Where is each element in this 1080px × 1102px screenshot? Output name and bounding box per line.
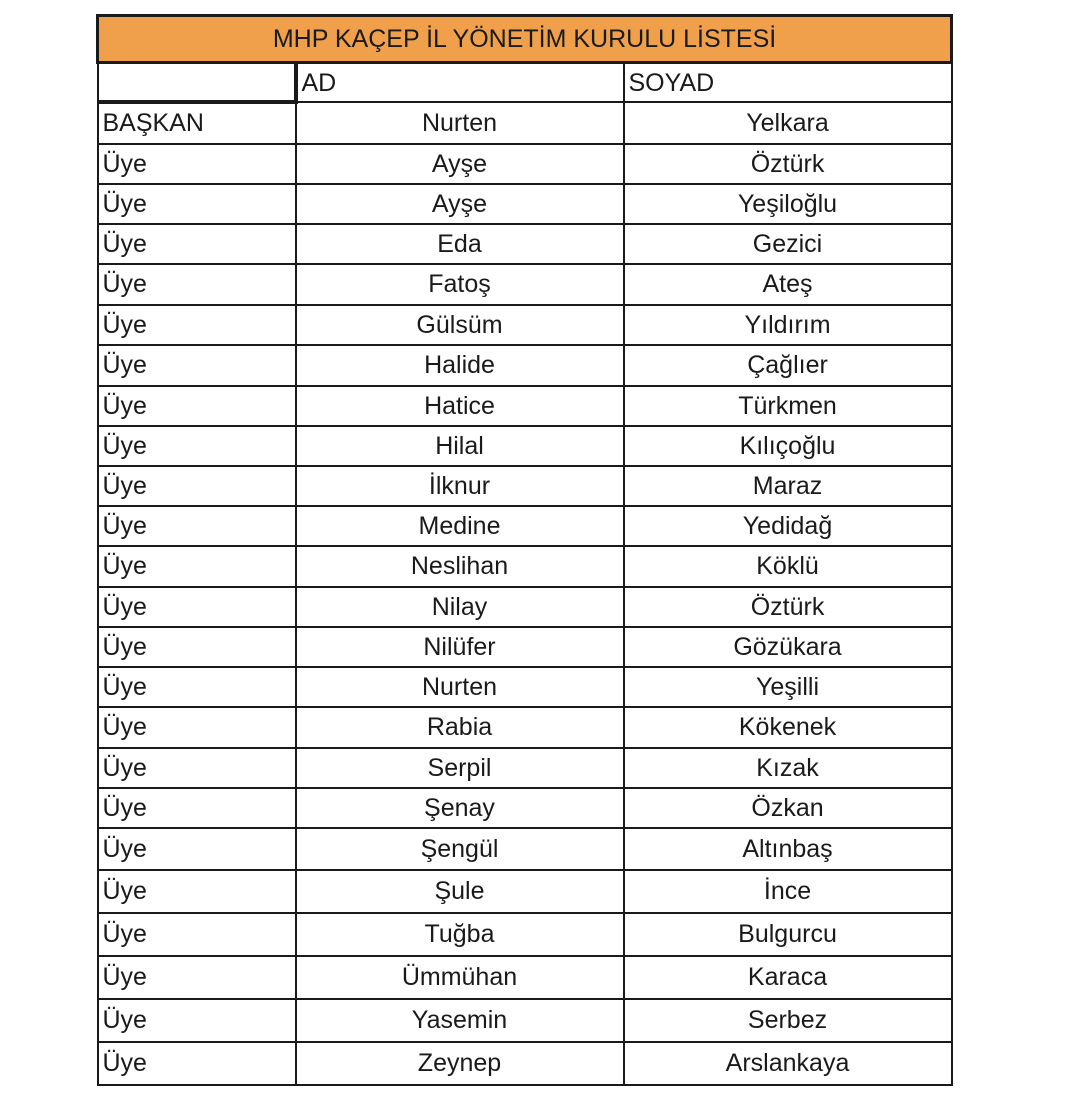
- table-row: [98, 386, 952, 426]
- name-cell: Rabia: [296, 707, 624, 748]
- name-cell: Tuğba: [296, 913, 624, 956]
- name-cell: İlknur: [296, 466, 624, 506]
- role-cell: Üye: [98, 1042, 296, 1085]
- table-row: [98, 707, 952, 748]
- surname-cell: Kılıçoğlu: [624, 426, 952, 466]
- role-cell: Üye: [98, 999, 296, 1042]
- role-cell: Üye: [98, 386, 296, 426]
- surname-cell: Özkan: [624, 788, 952, 828]
- surname-cell: Yeşilli: [624, 667, 952, 707]
- header-surname: SOYAD: [624, 63, 952, 103]
- role-cell: Üye: [98, 748, 296, 788]
- surname-cell: Yedidağ: [624, 506, 952, 546]
- table-row: [98, 1042, 952, 1085]
- surname-cell: Serbez: [624, 999, 952, 1042]
- role-cell: Üye: [98, 184, 296, 224]
- role-cell: Üye: [98, 345, 296, 386]
- role-cell: Üye: [98, 264, 296, 305]
- surname-cell: Altınbaş: [624, 828, 952, 870]
- name-cell: Halide: [296, 345, 624, 386]
- name-cell: Nilüfer: [296, 627, 624, 667]
- committee-table: [96, 14, 953, 1086]
- name-cell: Nurten: [296, 667, 624, 707]
- role-cell: Üye: [98, 224, 296, 264]
- table-row: [98, 305, 952, 345]
- name-cell: Nurten: [296, 102, 624, 144]
- role-cell: Üye: [98, 587, 296, 627]
- name-cell: Fatoş: [296, 264, 624, 305]
- surname-cell: İnce: [624, 870, 952, 913]
- role-cell: Üye: [98, 707, 296, 748]
- name-cell: Zeynep: [296, 1042, 624, 1085]
- name-cell: Medine: [296, 506, 624, 546]
- role-cell: Üye: [98, 667, 296, 707]
- table-row: [98, 913, 952, 956]
- surname-cell: Bulgurcu: [624, 913, 952, 956]
- table-row: [98, 956, 952, 999]
- surname-cell: Yeşiloğlu: [624, 184, 952, 224]
- surname-cell: Yıldırım: [624, 305, 952, 345]
- table-row: [98, 667, 952, 707]
- surname-cell: Arslankaya: [624, 1042, 952, 1085]
- header-row: [98, 63, 952, 103]
- role-cell: Üye: [98, 546, 296, 587]
- name-cell: Şengül: [296, 828, 624, 870]
- name-cell: Neslihan: [296, 546, 624, 587]
- surname-cell: Yelkara: [624, 102, 952, 144]
- header-role: [98, 63, 296, 103]
- role-cell: Üye: [98, 913, 296, 956]
- surname-cell: Gezici: [624, 224, 952, 264]
- table-row: [98, 466, 952, 506]
- table-row: [98, 426, 952, 466]
- name-cell: Şule: [296, 870, 624, 913]
- name-cell: Şenay: [296, 788, 624, 828]
- role-cell: Üye: [98, 828, 296, 870]
- surname-cell: Çağlıer: [624, 345, 952, 386]
- table-row: [98, 102, 952, 144]
- table-row: [98, 184, 952, 224]
- name-cell: Serpil: [296, 748, 624, 788]
- surname-cell: Kökenek: [624, 707, 952, 748]
- role-cell: Üye: [98, 506, 296, 546]
- role-cell: Üye: [98, 305, 296, 345]
- name-cell: Gülsüm: [296, 305, 624, 345]
- surname-cell: Karaca: [624, 956, 952, 999]
- surname-cell: Öztürk: [624, 587, 952, 627]
- surname-cell: Kızak: [624, 748, 952, 788]
- role-cell: Üye: [98, 627, 296, 667]
- name-cell: Ayşe: [296, 144, 624, 184]
- role-cell: Üye: [98, 956, 296, 999]
- role-cell: Üye: [98, 466, 296, 506]
- name-cell: Yasemin: [296, 999, 624, 1042]
- name-cell: Ayşe: [296, 184, 624, 224]
- title-row: [98, 16, 952, 63]
- name-cell: Hatice: [296, 386, 624, 426]
- surname-cell: Türkmen: [624, 386, 952, 426]
- surname-cell: Maraz: [624, 466, 952, 506]
- surname-cell: Gözükara: [624, 627, 952, 667]
- table-row: [98, 506, 952, 546]
- table-row: [98, 546, 952, 587]
- surname-cell: Öztürk: [624, 144, 952, 184]
- table-row: [98, 264, 952, 305]
- surname-cell: Ateş: [624, 264, 952, 305]
- table-row: [98, 224, 952, 264]
- table-row: [98, 345, 952, 386]
- table-title: MHP KAÇEP İL YÖNETİM KURULU LİSTESİ: [98, 16, 952, 63]
- table-row: [98, 627, 952, 667]
- name-cell: Nilay: [296, 587, 624, 627]
- name-cell: Eda: [296, 224, 624, 264]
- table-row: [98, 870, 952, 913]
- role-cell: Üye: [98, 426, 296, 466]
- table-row: [98, 999, 952, 1042]
- table-row: [98, 587, 952, 627]
- role-cell: BAŞKAN: [98, 102, 296, 144]
- surname-cell: Köklü: [624, 546, 952, 587]
- role-cell: Üye: [98, 144, 296, 184]
- table-row: [98, 144, 952, 184]
- name-cell: Hilal: [296, 426, 624, 466]
- table-row: [98, 828, 952, 870]
- name-cell: Ümmühan: [296, 956, 624, 999]
- table-row: [98, 748, 952, 788]
- table-row: [98, 788, 952, 828]
- header-name: AD: [296, 63, 624, 103]
- role-cell: Üye: [98, 788, 296, 828]
- role-cell: Üye: [98, 870, 296, 913]
